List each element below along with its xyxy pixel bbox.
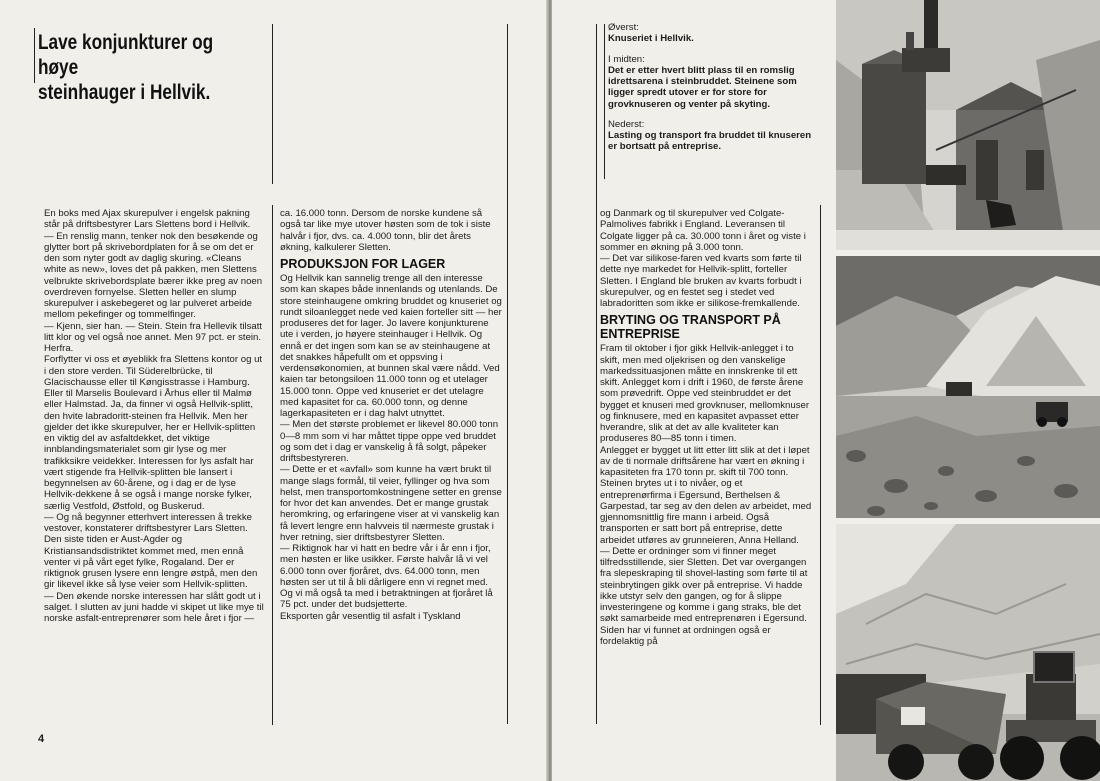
caption-rule [604, 24, 605, 179]
caption-top-label: Øverst: [608, 22, 639, 33]
quarry-stone-piles-image [836, 256, 1100, 518]
caption-top-text: Knuseriet i Hellvik. [608, 33, 694, 45]
crusher-plant-photo [836, 0, 1100, 250]
caption-bottom [608, 119, 820, 153]
crusher-plant-image [836, 0, 1100, 250]
headline-line-2: steinhauger i Hellvik. [38, 81, 211, 104]
wheel-loader-truck-photo [836, 524, 1100, 781]
column-3-text: Fram til oktober i fjor gikk Hellvik-anlegget i to skift, men med oljekrisen og den vanskelige markedssituasjonen måtte en innskrenke til ett skift. Anlegget kom i drift i 1960, de første årene som prøvedrift. Oppe ved steinbruddet er det bygget et knuseri med grovknuser, mellomknuser og finknusere, med en kapasitet avpasset etter hverandre, slik at det av alle kvaliteter kan produseres 80—85 tonn i timen. Anlegget er bygget ut litt etter litt slik at det i løpet av de ti normale driftsårene har vært en økning i kapasiteten fra 170 tonn pr. skift til 700 tonn. Steinen brytes ut i to nivåer, og et entreprenørfirma i Egersund, Berthelsen & Garpestad, tar seg av den delen av arbeidet, med gjennomsnittlig fire mann i arbeid. Også transporten er satt bort på entreprise, dette arbeidet utføres av grunneieren, Anna Helland. — Dette er ordninger som vi finner meget tilfredsstillende, sier Sletten. Det var overgangen fra slepeskraping til shovel-lasting som førte til at steinbrytingen gikk over på entreprise. Vi hadde ikke utstyr selv den gangen, og for å slippe investeringene og komme i gang straks, ble det søkt samarbeide med entreprenøren i Egersund. Siden har vi funnet at ordningen også er fordelaktig på [600, 343, 812, 647]
caption-top [608, 22, 820, 45]
column-divider-bottom [272, 205, 273, 725]
quarry-stone-piles-photo [836, 256, 1100, 518]
article-column-3 [600, 208, 814, 728]
caption-bottom-label: Nederst: [608, 118, 645, 130]
column-1-text: En boks med Ajax skurepulver i engelsk pakning står på driftsbestyrer Lars Slettens bord i Hellvik. — En renslig mann, tenker nok den besøkende og glytter bort på skrivebordplaten for å se om det er den som nyter godt av daglig skuring. «Cleans white as new», loves det på pakken, men Slettens velbrukte skrivebordsplate bærer ikke preg av noen overdreven fornyelse. Sletten heller en slump skurepulver i askebegeret og lar pulveret arbeide mellom pekefinger og tommelfinger. — Kjenn, sier han. — Stein. Stein fra Hellevik tilsatt litt klor og vel også noe annet. Men 97 pct. er stein. Herfra. Forflytter vi oss et øyeblikk fra Slettens kontor og ut i den store verden. Til Süderelbrücke, til Glacischausse eller til Køngisstrasse i Hamburg. Eller til Marselis Boulevard i Århus eller til Malmø eller Halmstad. Ja, da finner vi også Hellvik-splitt, den hvite labradoritt-steinen fra Hellvik. Men her gjelder det ikke skurepulver, her er Hellvik-splitten en viktig del av asfaltdekket, det viktige innblandingsmaterialet som gir lyse og mer trafikksikre veidekker. Interessen for lys asfalt har vært stigende fra Hellvik-splitten ble lansert i begynnelsen av 60-årene, og i dag er de lyse Hellvik-dekkene å se også i mange norske fylker, særlig Vestfold, Østfold, og Buskerud. — Og nå begynner etterhvert interessen å trekke vestover, konstaterer driftsbestyrer Lars Sletten. Den siste tiden er Aust-Agder og Kristiansandsdistriktet kommet med, men ennå venter vi på vårt eget fylke, Rogaland. Der er riktignok grusen lysere enn lengre østpå, men den gir likevel ikke så lyse veier som Hellvik-splitten. — Den økende norske interessen har slått godt ut i salget. I slutten av juni hadde vi skipet ut like mye til norske asfalt-entreprenører som hele året i fjor — [44, 208, 264, 624]
column-2-intro-text: ca. 16.000 tonn. Dersom de norske kundene så også tar like mye utover høsten som de tok i siste halvår i fjor, dvs. ca. 4.000 tonn, blir det årets økning, kalkulerer Sletten. [280, 208, 494, 253]
caption-middle-label: I midten: [608, 53, 645, 65]
page-number: 4 [38, 733, 45, 745]
headline-rule [34, 28, 35, 83]
caption-bottom-text: Lasting og transport fra bruddet til knuseren er bortsatt på entreprise. [608, 130, 812, 153]
right-margin-rule [507, 24, 508, 724]
left-margin-rule [596, 24, 597, 724]
headline [38, 30, 251, 105]
article-column-2 [280, 208, 502, 728]
section-heading-produksjon: PRODUKSJON FOR LAGER [280, 257, 446, 271]
headline-line-1: Lave konjunkturer og høye [38, 31, 214, 79]
wheel-loader-truck-image [836, 524, 1100, 781]
section-heading-bryting: BRYTING OG TRANSPORT PÅ ENTREPRISE [600, 313, 781, 342]
photo-captions [608, 22, 820, 162]
column-3-intro-text: og Danmark og til skurepulver ved Colgate-Palmolives fabrikk i England. Leveransen til Colgate ligger på ca. 30.000 tonn i året og viste i sommer en økning på 3.000 tonn. — Det var silikose-faren ved kvarts som førte til dette nye markedet for Hellvik-splitt, forteller Sletten. I England ble bruken av kvarts forbudt i skurepulver, og en festet seg i stedet ved labradoritten som ikke er silikose-fremkallende. [600, 208, 806, 309]
column-2-text: Og Hellvik kan sannelig trenge all den interesse som kan skapes både innenlands og utenlands. De store steinhaugene omkring bruddet og knuseriet og rundt siloanlegget nede ved kaien forteller sitt — her produseres det for lager. Jo lavere konjunkturene ute i verden, jo høyere steinhauger i Hellvik. Og ennå er det ingen som kan se av steinhaugene at det snakkes håpefullt om et oppsving i verdensøkonomien, at bunnen skal være nådd. Ved kaien tar betongsiloen 11.000 tonn og et utelager 15.000 tonn. Oppe ved knuseriet er det utelagre med kapasitet for ca. 60.000 tonn, og denne lagerkapasiteten er i dag halvt utnyttet. — Men det største problemet er likevel 80.000 tonn 0—8 mm som vi har måttet tippe oppe ved bruddet og som det i dag er vanskelig å få solgt, påpeker driftsbestyreren. — Dette er et «avfall» som kunne ha vært brukt til mange slags formål, til veier, fyllinger og hva som helst, men transportomkostningene setter en grense for hvor det kan anvendes. Det er mange grustak heromkring, og erfaringene viser at vi vanskelig kan få levert lengre enn halvveis til nærmeste grustak i hver retning, sier driftsbestyrer Sletten. — Riktignok har vi hatt en bedre vår i år enn i fjor, men høsten er like usikker. Første halvår lå vi vel 6.000 tonn over fjoråret, dvs. 64.000 tonn, men høsten ser ut til å bli dårligere enn vi regnet med. Og vi må også ta med i betraktningen at fjoråret lå 75 pct. under det budsjetterte. Eksporten går vesentlig til asfalt i Tyskland [280, 273, 502, 622]
caption-middle [608, 54, 820, 110]
article-column-1 [44, 208, 266, 728]
column-divider-top [272, 24, 273, 184]
left-page [0, 0, 548, 781]
photo-margin-rule [820, 205, 821, 725]
caption-middle-text: Det er etter hvert blitt plass til en romslig idrettsarena i steinbruddet. Steinene som ligger spredt utover er for store for grovknuseren og venter på skyting. [608, 64, 797, 110]
